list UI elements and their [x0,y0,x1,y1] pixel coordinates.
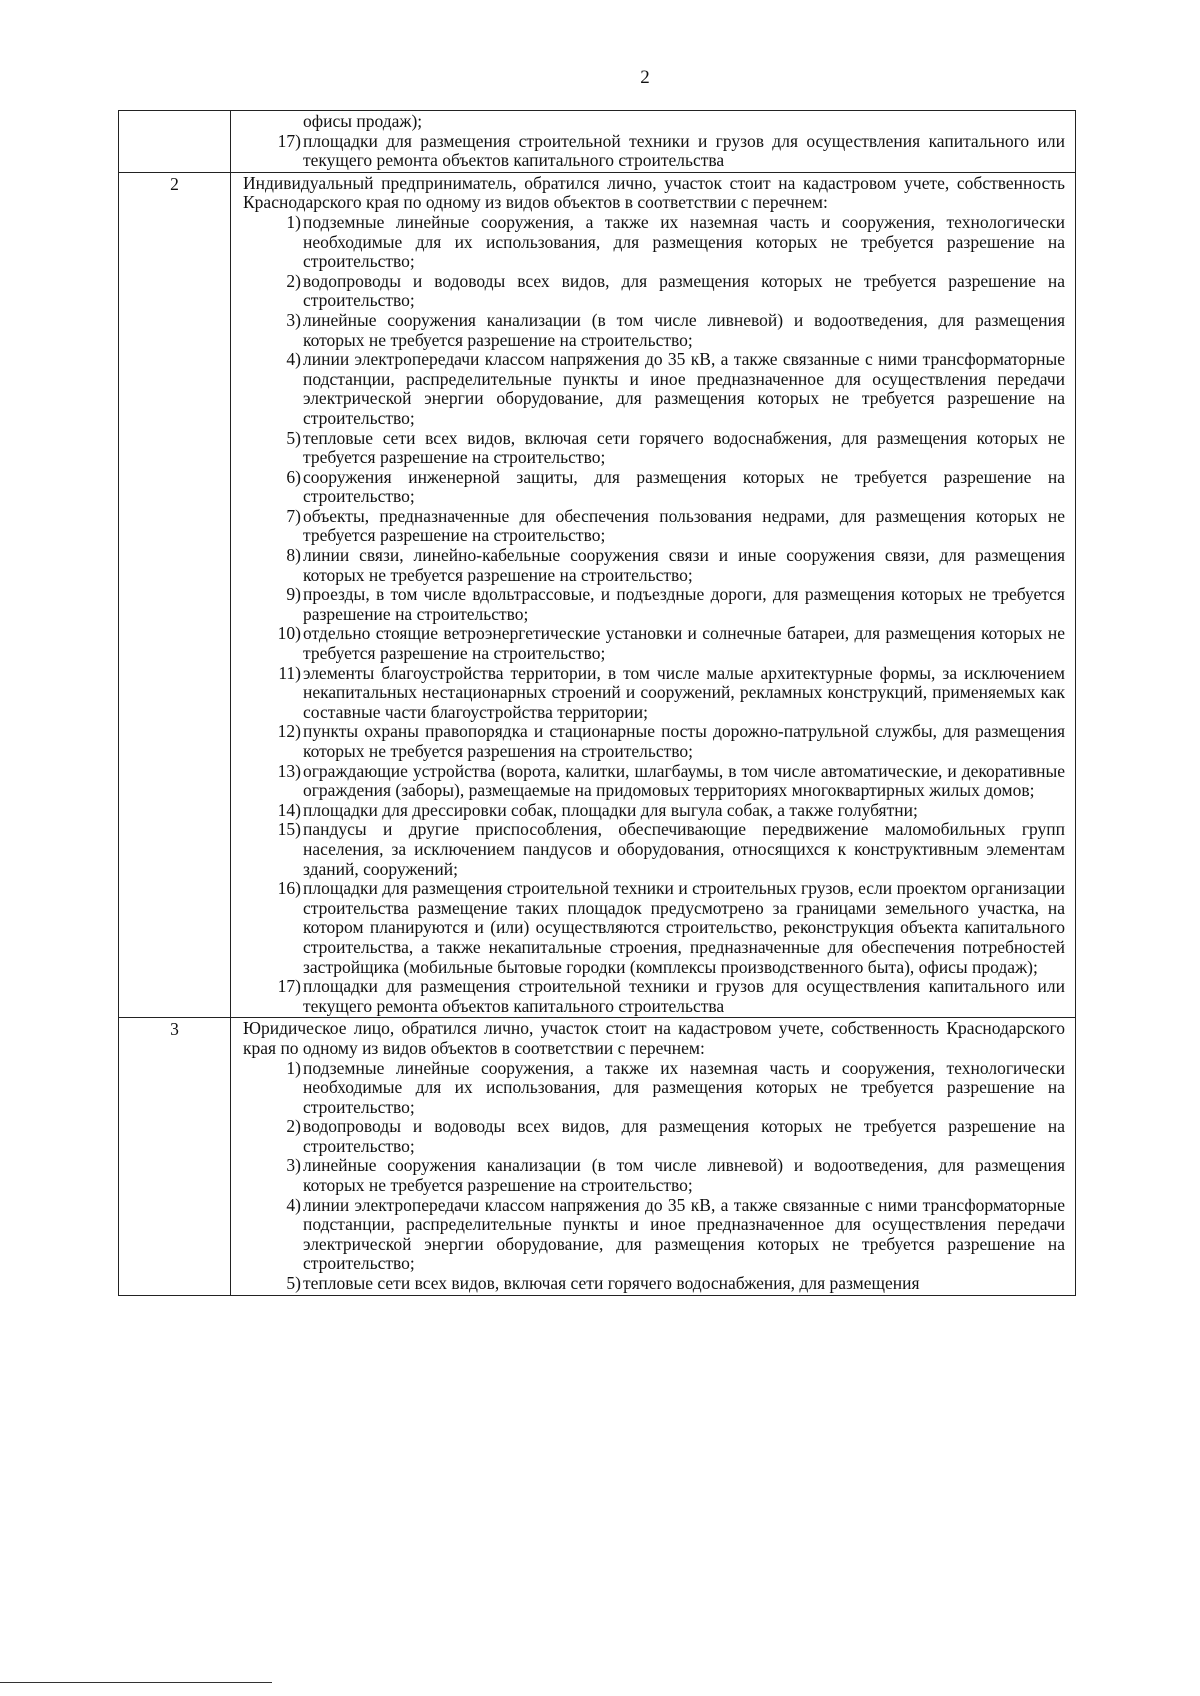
item-text: водопроводы и водоводы всех видов, для размещения которых не требуется разрешение на строительство; [303,1116,1065,1156]
list-item [243,1196,1065,1274]
item-text: проезды, в том числе вдольтрассовые, и подъездные дороги, для размещения которых не требуется разрешение на строительство; [303,584,1065,624]
item-text: подземные линейные сооружения, а также их наземная часть и сооружения, технологически необходимые для их использования, для размещения которых не требуется разрешение на строительство; [303,211,1065,272]
continuation-text: офисы продаж); [303,111,423,131]
list-item [243,429,1065,468]
item-number: 4) [286,349,301,370]
list-item [243,213,1065,272]
list-item [243,350,1065,428]
table-row [119,111,1076,173]
item-text: сооружения инженерной защиты, для размещения которых не требуется разрешение на строительство; [303,466,1065,507]
item-number: 15) [277,819,301,840]
page-number: 2 [640,67,650,88]
list-item [243,624,1065,663]
row-number: 2 [119,172,231,1018]
item-number: 1) [286,211,301,232]
list-item [243,762,1065,801]
item-text: элементы благоустройства территории, в том числе малые архитектурные формы, за исключением некапитальных нестационарных строений и сооружений, рекламных конструкций, применяемых как составные части благоустройства территории; [303,662,1065,722]
item-number: 14) [277,799,301,820]
item-number: 17) [277,976,301,997]
table-row [119,1018,1076,1295]
list-item [243,468,1065,507]
list-item [243,1156,1065,1195]
item-text: отдельно стоящие ветроэнергетические установки и солнечные батареи, для размещения которых не требуется разрешение на строительство; [303,623,1065,664]
object-list [243,1059,1065,1294]
item-number: 12) [277,721,301,742]
item-text: площадки для дрессировки собак, площадки для выгула собак, а также голубятни; [303,799,918,820]
item-text: объекты, предназначенные для обеспечения пользования недрами, для размещения которых не требуется разрешение на строительство; [303,505,1065,546]
list-item [243,132,1065,171]
item-number: 2) [286,270,301,291]
item-text: линии электропередачи классом напряжения до 35 кВ, а также связанные с ними трансформаторные подстанции, распределительные пункты и иное предназначенное для осуществления передачи электрической энергии оборудование, для размещения которых не требуется разрешение на строительство; [303,349,1065,428]
list-item [243,801,1065,821]
item-number: 3) [286,309,301,330]
item-number: 7) [286,505,301,526]
item-text: линии связи, линейно-кабельные сооружения связи и иные сооружения связи, для размещения которых не требуется разрешение на строительство; [303,545,1065,585]
services-table [118,110,1076,1296]
applicant-description: Индивидуальный предприниматель, обратился лично, участок стоит на кадастровом учете, собственность Краснодарского края по одному из видов объектов в соответствии с перечнем: [243,172,1065,213]
row-number: 3 [119,1018,231,1295]
item-number: 13) [277,760,301,781]
item-text: водопроводы и водоводы всех видов, для размещения которых не требуется разрешение на строительство; [303,270,1065,311]
list-item [243,879,1065,977]
item-text: пункты охраны правопорядка и стационарные посты дорожно-патрульной службы, для размещения которых не требуется разрешения на строительство; [303,721,1065,761]
item-number: 5) [286,427,301,448]
list-item [243,507,1065,546]
item-text: линейные сооружения канализации (в том числе ливневой) и водоотведения, для размещения которых не требуется разрешение на строительство; [303,1155,1065,1196]
list-item [243,1274,1065,1294]
item-number: 5) [286,1273,301,1294]
row-number [119,111,231,173]
object-list [243,132,1065,171]
footnote-divider [0,1682,272,1683]
list-item [243,311,1065,350]
item-number: 4) [286,1194,301,1215]
list-item [243,272,1065,311]
item-number: 10) [277,623,301,644]
item-text: тепловые сети всех видов, включая сети горячего водоснабжения, для размещения которых не требуется разрешение на строительство; [303,427,1065,468]
item-number: 16) [277,878,301,899]
item-text: линейные сооружения канализации (в том числе ливневой) и водоотведения, для размещения которых не требуется разрешение на строительство; [303,309,1065,350]
list-item [243,977,1065,1016]
item-number: 3) [286,1155,301,1176]
list-item [243,585,1065,624]
list-item [243,1117,1065,1156]
item-text: ограждающие устройства (ворота, калитки, шлагбаумы, в том числе автоматические, и декоративные ограждения (заборы), размещаемые на придомовых территориях многоквартирных жилых домов; [303,760,1065,801]
table-row [119,172,1076,1018]
item-number: 8) [286,545,301,566]
item-number: 9) [286,584,301,605]
item-text: площадки для размещения строительной техники и грузов для осуществления капитального или текущего ремонта объектов капитального строительства [303,976,1065,1016]
item-text: площадки для размещения строительной техники и строительных грузов, если проектом организации строительства размещение таких площадок предусмотрено за границами земельного участка, на котором планируются и (или) осуществляются строительство, реконструкция объекта капитального строительства, а также некапитальные строения, предназначенные для обеспечения потребностей застройщика (мобильные бытовые городки (комплексы производственного быта), офисы продаж); [303,878,1065,977]
row-content [231,172,1076,1018]
list-item [243,546,1065,585]
item-text: площадки для размещения строительной техники и грузов для осуществления капитального или текущего ремонта объектов капитального строительства [303,130,1065,171]
applicant-description: Юридическое лицо, обратился лично, участок стоит на кадастровом учете, собственность Краснодарского края по одному из видов объектов в соответствии с перечнем: [243,1018,1065,1058]
list-item [243,722,1065,761]
table-body [119,111,1076,1296]
item-number: 1) [286,1057,301,1078]
item-text: тепловые сети всех видов, включая сети горячего водоснабжения, для размещения [303,1273,920,1294]
item-text: линии электропередачи классом напряжения до 35 кВ, а также связанные с ними трансформаторные подстанции, распределительные пункты и иное предназначенное для осуществления передачи электрической энергии оборудование, для размещения которых не требуется разрешение на строительство; [303,1194,1065,1274]
list-item [243,664,1065,723]
row-content [231,1018,1076,1295]
list-item [243,1059,1065,1118]
item-text: подземные линейные сооружения, а также их наземная часть и сооружения, технологически необходимые для их использования, для размещения которых не требуется разрешение на строительство; [303,1057,1065,1117]
item-number: 17) [277,130,301,151]
row-content [231,111,1076,173]
list-item [243,820,1065,879]
item-number: 11) [278,662,301,683]
object-list [243,213,1065,1016]
item-number: 2) [286,1116,301,1137]
item-text: пандусы и другие приспособления, обеспечивающие передвижение маломобильных групп населения, за исключением пандусов и оборудования, относящихся к конструктивным элементам зданий, сооружений; [303,819,1065,879]
item-number: 6) [286,466,301,487]
